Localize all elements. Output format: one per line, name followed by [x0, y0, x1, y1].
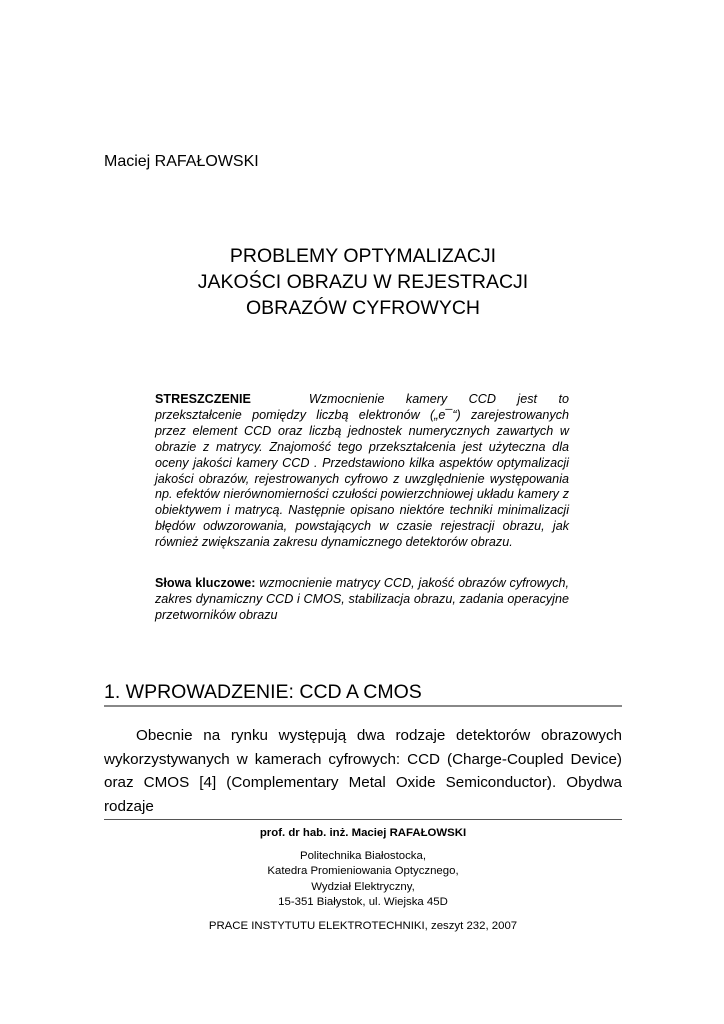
abstract-label: STRESZCZENIE	[155, 392, 251, 406]
keywords-text: wzmocnienie matrycy CCD, jakość obrazów cyfrowych, zakres dynamiczny CCD i CMOS, stabilizacja obrazu, zadania operacyjne przetworników obrazu	[155, 576, 570, 622]
abstract-text: Wzmocnienie kamery CCD jest to przekształcenie pomiędzy liczbą elektronów („e¯“) zarejestrowanych przez element CCD oraz liczbą jednostek numerycznych zawartych w obrazie z matrycy. Znajomość tego przekształcenia jest użyteczna dla oceny jakości kamery CCD . Przedstawiono kilka aspektów optymalizacji jakości obrazów, rejestrowanych cyfrowo z uwzględnienie występowania np. efektów nierównomierności czułości powierzchniowej układu kamery z obiektywem i matrycą. Następnie opisano niektóre techniki minimalizacji błędów odwzorowania, powstających w czasie rejestracji obrazu, jak również zwiększania zakresu dynamicznego detektorów obrazu.	[155, 392, 569, 550]
affiliation-author: prof. dr hab. inż. Maciej RAFAŁOWSKI	[259, 827, 467, 839]
title-line: JAKOŚCI OBRAZU W REJESTRACJI	[197, 271, 529, 293]
journal-citation: PRACE INSTYTUTU ELEKTROTECHNIKI, zeszyt 232, 2007	[208, 920, 518, 932]
section-divider	[104, 705, 622, 707]
affiliation-line: Wydział Elektryczny,	[311, 880, 415, 893]
affiliation-line: Politechnika Białostocka,	[300, 849, 426, 862]
affiliation-line: 15-351 Białystok, ul. Wiejska 45D	[278, 896, 448, 909]
section-heading: 1. WPROWADZENIE: CCD A CMOS	[104, 681, 422, 703]
affiliation-line: Katedra Promieniowania Optycznego,	[267, 865, 459, 878]
title-line: PROBLEMY OPTYMALIZACJI	[229, 245, 497, 267]
footnote-divider	[104, 819, 622, 820]
paper-title	[104, 243, 622, 321]
author-affiliation	[104, 826, 622, 911]
author-name: Maciej RAFAŁOWSKI	[104, 153, 259, 170]
abstract	[155, 392, 569, 551]
title-line: OBRAZÓW CYFROWYCH	[246, 297, 480, 319]
keywords	[155, 576, 569, 624]
body-paragraph: Obecnie na rynku występują dwa rodzaje detektorów obrazowych wykorzystywanych w kamerach cyfrowych: CCD (Charge-Coupled Device) oraz CMOS [4] (Complementary Metal Oxide Semiconductor). Obydwa rodzaje	[104, 727, 622, 815]
keywords-label: Słowa kluczowe:	[155, 576, 256, 590]
